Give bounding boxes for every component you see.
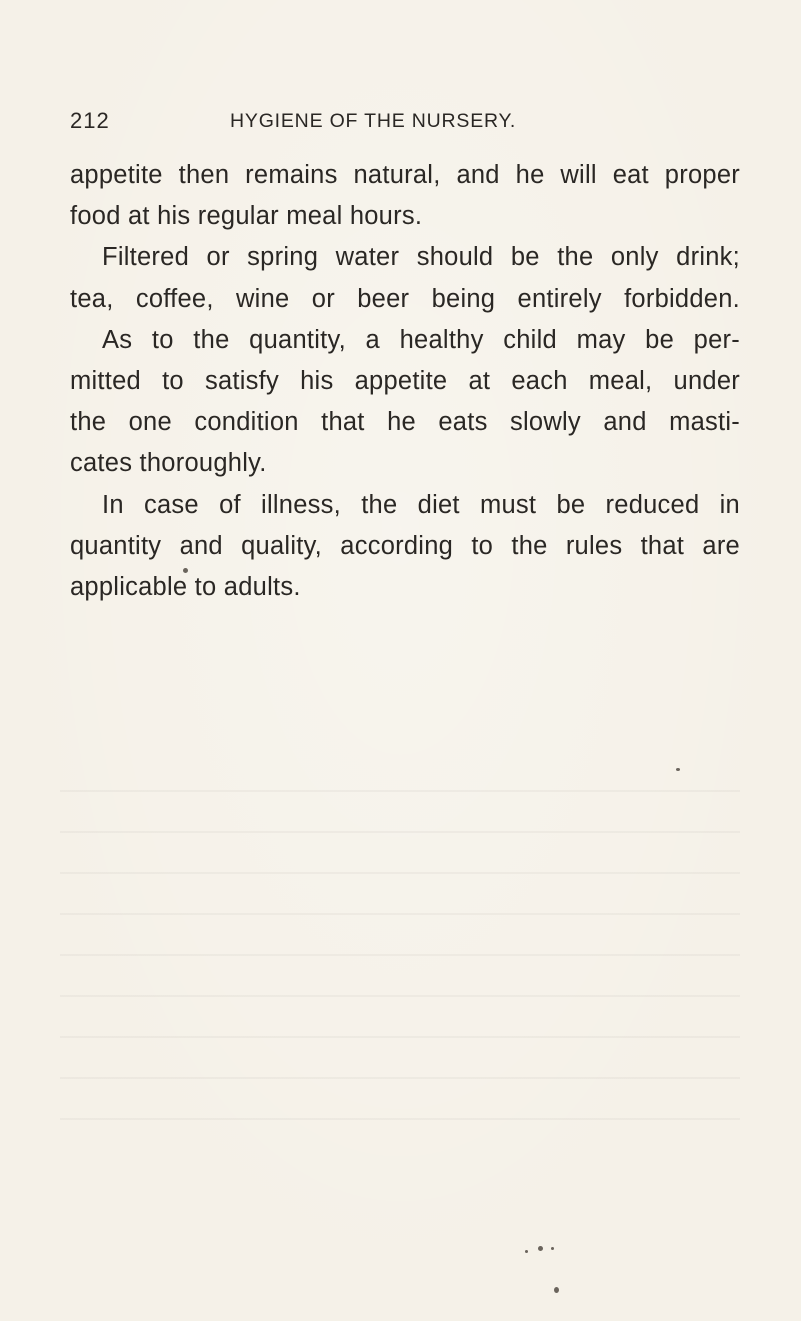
running-head — [70, 106, 730, 136]
body-text — [70, 155, 740, 608]
text-line: tea, coffee, wine or beer being entirely forbidden. — [70, 284, 740, 313]
text-line: food at his regular meal hours. — [70, 202, 423, 231]
text-line: applicable to adults. — [70, 572, 301, 601]
ink-speck — [538, 1246, 543, 1251]
text-line: In case of illness, the diet must be reduced in — [102, 490, 740, 519]
text-line: Filtered or spring water should be the only drink; — [102, 243, 740, 272]
ink-speck — [551, 1247, 554, 1250]
ink-speck — [525, 1250, 528, 1253]
text-line: mitted to satisfy his appetite at each meal, under — [70, 366, 740, 395]
ink-speck — [554, 1287, 559, 1293]
page-number: 212 — [70, 108, 110, 133]
text-line: cates thoroughly. — [70, 449, 267, 478]
text-line: As to the quantity, a healthy child may be per- — [102, 325, 740, 354]
show-through-texture — [60, 790, 740, 1130]
ink-speck — [183, 568, 188, 573]
running-head-title: HYGIENE OF THE NURSERY. — [230, 110, 517, 132]
ink-speck — [676, 768, 680, 771]
text-line: the one condition that he eats slowly and masti- — [70, 408, 740, 437]
text-line: appetite then remains natural, and he will eat proper — [70, 161, 740, 189]
text-line: quantity and quality, according to the rules that are — [70, 531, 740, 560]
